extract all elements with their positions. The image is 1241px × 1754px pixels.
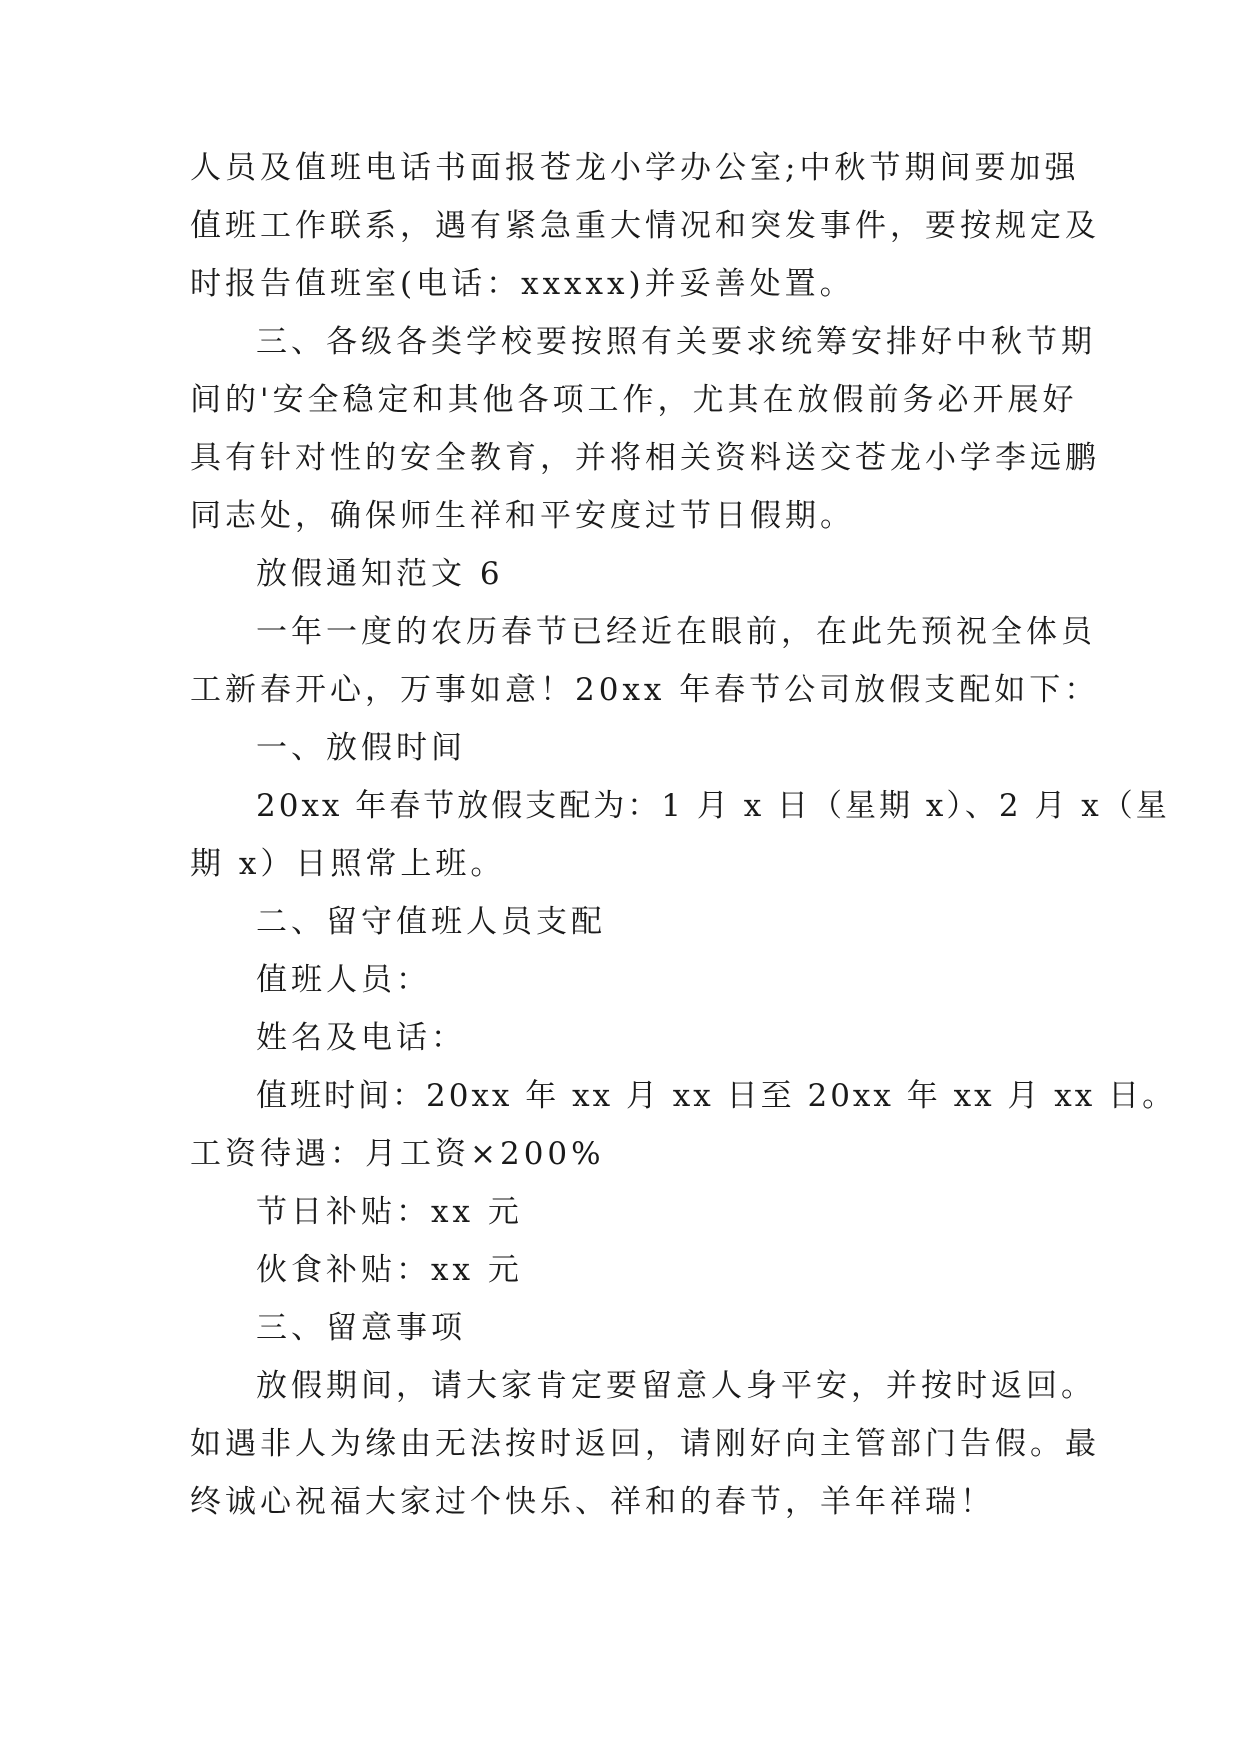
- text-line-11: 一、放假时间: [256, 730, 466, 766]
- text-line-15: 值班人员：: [256, 962, 431, 998]
- text-line-3: 时报告值班室(电话：xxxxx)并妥善处置。: [190, 266, 855, 302]
- text-line-18: 工资待遇：月工资×200%: [190, 1136, 605, 1172]
- text-line-22: 放假期间，请大家肯定要留意人身平安，并按时返回。: [256, 1368, 1096, 1404]
- text-line-9: 一年一度的农历春节已经近在眼前，在此先预祝全体员: [256, 614, 1096, 650]
- text-line-23: 如遇非人为缘由无法按时返回，请刚好向主管部门告假。最: [190, 1426, 1100, 1462]
- text-line-4: 三、各级各类学校要按照有关要求统筹安排好中秋节期: [256, 324, 1096, 360]
- text-line-5: 间的'安全稳定和其他各项工作，尤其在放假前务必开展好: [190, 382, 1078, 418]
- section-heading: 放假通知范文 6: [256, 556, 504, 592]
- text-line-7: 同志处，确保师生祥和平安度过节日假期。: [190, 498, 855, 534]
- text-line-6: 具有针对性的安全教育，并将相关资料送交苍龙小学李远鹏: [190, 440, 1100, 476]
- text-line-14: 二、留守值班人员支配: [256, 904, 606, 940]
- text-line-20: 伙食补贴：xx 元: [256, 1252, 523, 1288]
- text-line-10: 工新春开心，万事如意！20xx 年春节公司放假支配如下：: [190, 672, 1100, 708]
- text-line-16: 姓名及电话：: [256, 1020, 466, 1056]
- text-line-2: 值班工作联系，遇有紧急重大情况和突发事件，要按规定及: [190, 208, 1100, 244]
- text-line-1: 人员及值班电话书面报苍龙小学办公室;中秋节期间要加强: [190, 150, 1080, 186]
- text-line-13: 期 x）日照常上班。: [190, 846, 506, 882]
- text-line-12: 20xx 年春节放假支配为：1 月 x 日（星期 x）、2 月 x（星: [256, 788, 1170, 824]
- text-line-19: 节日补贴：xx 元: [256, 1194, 523, 1230]
- text-line-17: 值班时间：20xx 年 xx 月 xx 日至 20xx 年 xx 月 xx 日。: [256, 1078, 1177, 1114]
- text-line-24: 终诚心祝福大家过个快乐、祥和的春节，羊年祥瑞！: [190, 1484, 995, 1520]
- text-line-21: 三、留意事项: [256, 1310, 466, 1346]
